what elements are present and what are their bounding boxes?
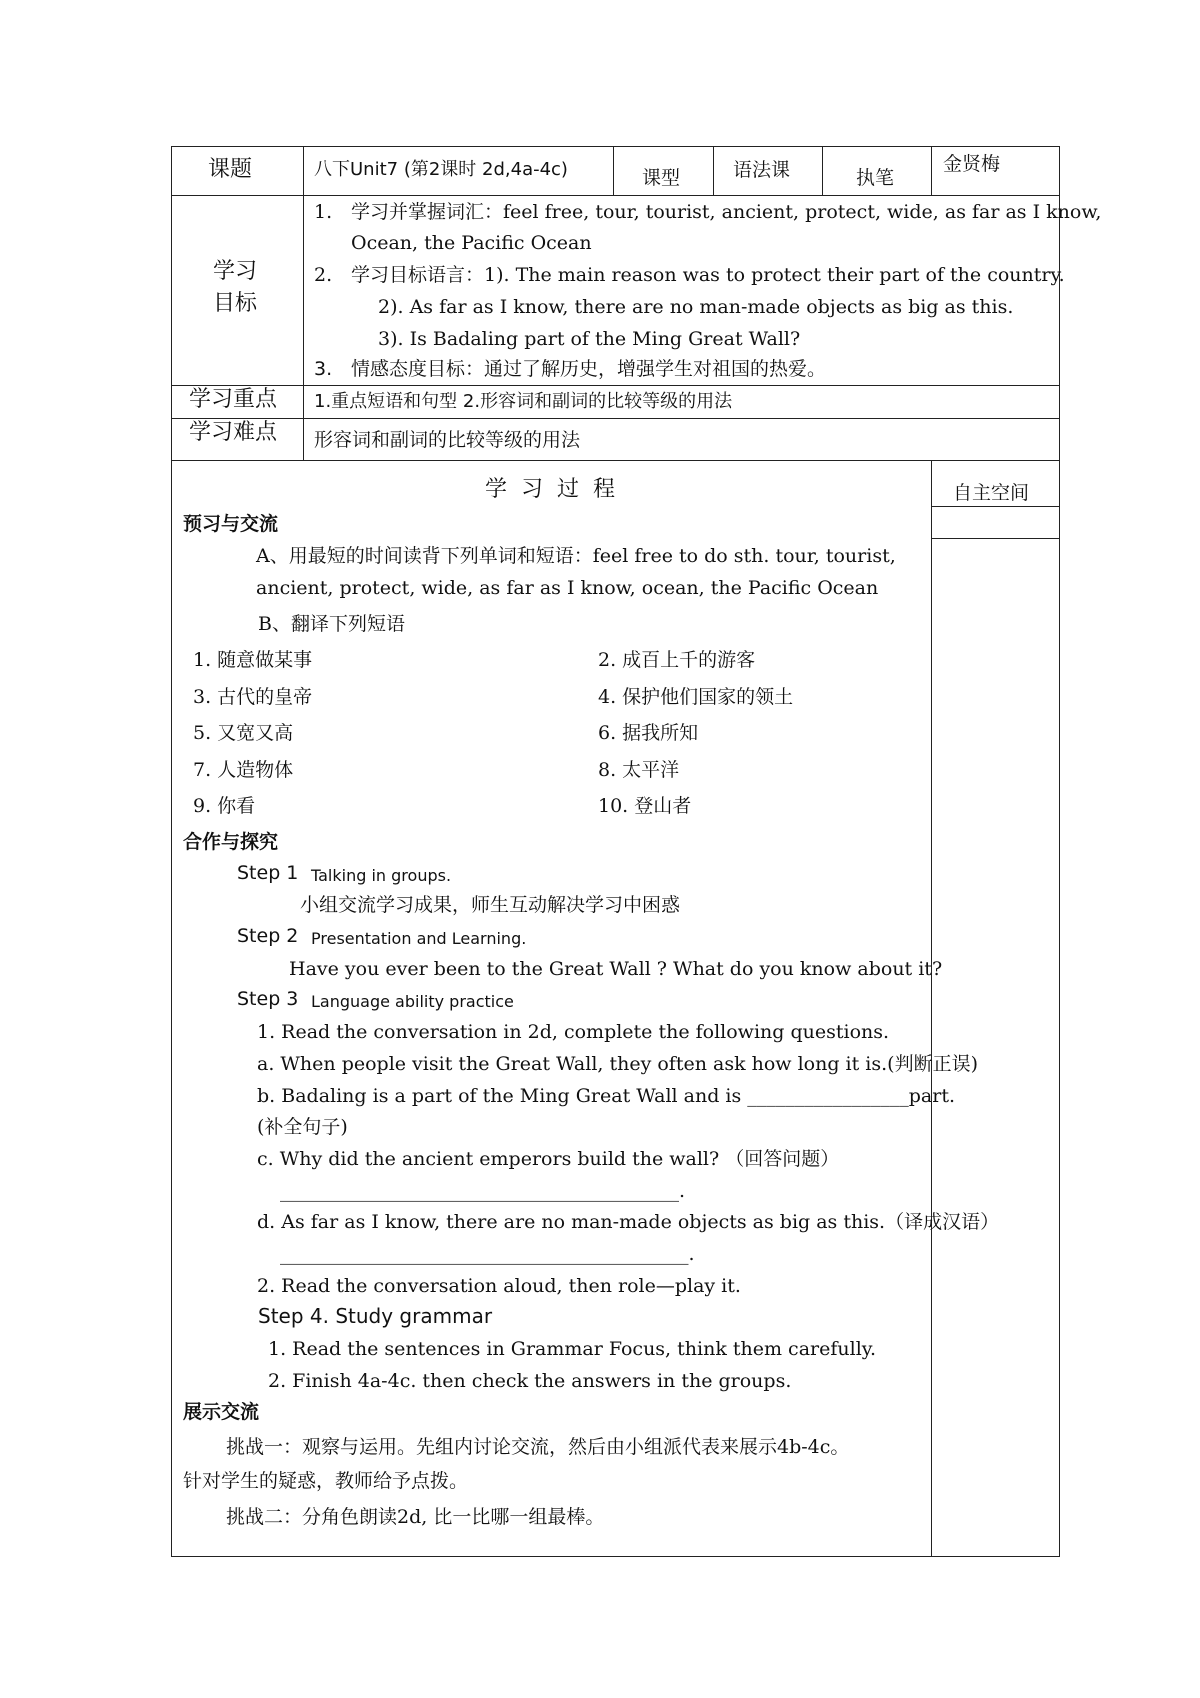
step-3-question-a: a. When people visit the Great Wall, they often ask how long it is.(判断正误) xyxy=(257,1053,978,1075)
preview-a-line-1: A、用最短的时间读背下列单词和短语：feel free to do sth. tour, tourist, xyxy=(256,545,896,567)
goal-3-text: 情感态度目标：通过了解历史，增强学生对祖国的热爱。 xyxy=(351,358,827,380)
rule-header-col-2 xyxy=(613,146,614,195)
challenge-1-line-1: 挑战一：观察与运用。先组内讨论交流，然后由小组派代表来展示4b-4c。 xyxy=(226,1436,850,1458)
step-4-heading: Step 4. Study grammar xyxy=(258,1304,493,1328)
rule-difficulties-bottom xyxy=(171,460,1060,461)
challenge-2: 挑战二：分角色朗读2d, 比一比哪一组最棒。 xyxy=(226,1506,605,1528)
side-space-title: 自主空间 xyxy=(953,482,1030,504)
author-label: 执笔 xyxy=(856,167,895,189)
preview-a-line-2: ancient, protect, wide, as far as I know, ocean, the Pacific Ocean xyxy=(256,577,879,599)
topic-label: 课题 xyxy=(208,157,253,182)
step-3-question-d: d. As far as I know, there are no man-made objects as big as this.（译成汉语） xyxy=(257,1211,1000,1233)
challenge-1-line-2: 针对学生的疑惑，教师给予点拨。 xyxy=(183,1470,469,1492)
display-heading: 展示交流 xyxy=(183,1401,260,1423)
step-2-subtitle: Presentation and Learning. xyxy=(311,929,527,948)
step-1-subtitle: Talking in groups. xyxy=(311,866,452,885)
cooperate-heading: 合作与探究 xyxy=(183,831,279,853)
step-4-item-2: 2. Finish 4a-4c. then check the answers in the groups. xyxy=(268,1370,792,1392)
step-2-text: Have you ever been to the Great Wall ? What do you know about it? xyxy=(289,958,943,980)
key-points-label: 学习重点 xyxy=(189,387,278,412)
rule-header-bottom xyxy=(171,195,1060,196)
phrase-item: 9. 你看 xyxy=(193,795,256,817)
goal-2-line-3: 3). Is Badaling part of the Ming Great Wall? xyxy=(378,328,801,350)
goals-label-2: 目标 xyxy=(213,291,258,316)
goal-2-line-2: 2). As far as I know, there are no man-made objects as big as this. xyxy=(378,296,1014,318)
step-3-heading: Step 3 xyxy=(237,988,299,1010)
rule-header-col-4 xyxy=(822,146,823,195)
step-3-question-c: c. Why did the ancient emperors build the wall? （回答问题） xyxy=(257,1148,840,1170)
phrase-item: 1. 随意做某事 xyxy=(193,649,313,671)
rule-header-col-3 xyxy=(713,146,714,195)
step-3-subtitle: Language ability practice xyxy=(311,992,514,1011)
step-3-question-c-blank: __________________________________________. xyxy=(280,1180,686,1202)
preview-heading: 预习与交流 xyxy=(183,513,279,535)
goal-1-line-1: 学习并掌握词汇：feel free, tour, tourist, ancient, protect, wide, as far as I know, xyxy=(351,201,1102,223)
process-title: 学习过程 xyxy=(485,477,630,502)
key-points-text: 1.重点短语和句型 2.形容词和副词的比较等级的用法 xyxy=(314,391,733,412)
preview-b-heading: B、翻译下列短语 xyxy=(258,613,405,635)
phrase-item: 5. 又宽又高 xyxy=(193,722,294,744)
phrase-item: 3. 古代的皇帝 xyxy=(193,686,313,708)
step-1-text: 小组交流学习成果，师生互动解决学习中困惑 xyxy=(300,894,681,916)
step-3-question-b: b. Badaling is a part of the Ming Great Wall and is _________________part. xyxy=(257,1085,956,1107)
rule-process-title-bottom xyxy=(931,506,1060,507)
rule-label-column xyxy=(303,146,304,460)
phrase-item: 6. 据我所知 xyxy=(598,722,699,744)
step-3-question-b-note: (补全句子) xyxy=(257,1116,348,1138)
goal-2-line-1: 学习目标语言：1). The main reason was to protect their part of the country. xyxy=(351,264,1065,286)
rule-side-column xyxy=(931,460,932,1557)
difficulties-label: 学习难点 xyxy=(189,420,278,445)
step-3-item-2: 2. Read the conversation aloud, then role—play it. xyxy=(257,1275,741,1297)
type-label: 课型 xyxy=(642,167,681,189)
phrase-item: 2. 成百上千的游客 xyxy=(598,649,756,671)
rule-side-top-box xyxy=(931,538,1060,539)
step-3-question-d-blank: ___________________________________________. xyxy=(280,1243,695,1265)
phrase-item: 7. 人造物体 xyxy=(193,759,294,781)
step-3-item-1: 1. Read the conversation in 2d, complete the following questions. xyxy=(257,1021,890,1043)
type-value: 语法课 xyxy=(733,159,791,181)
phrase-item: 4. 保护他们国家的领土 xyxy=(598,686,794,708)
rule-keypoints-bottom xyxy=(171,418,1060,419)
topic-value: 八下Unit7 (第2课时 2d,4a-4c) xyxy=(314,159,568,180)
goal-1-line-2: Ocean, the Pacific Ocean xyxy=(351,232,592,254)
goal-1-number: 1. xyxy=(314,201,333,223)
goal-2-number: 2. xyxy=(314,264,333,286)
difficulties-text: 形容词和副词的比较等级的用法 xyxy=(314,429,581,451)
rule-goals-bottom xyxy=(171,385,1060,386)
phrase-item: 10. 登山者 xyxy=(598,795,692,817)
author-value: 金贤梅 xyxy=(943,153,1001,175)
phrase-item: 8. 太平洋 xyxy=(598,759,680,781)
step-1-heading: Step 1 xyxy=(237,862,299,884)
goal-3-number: 3. xyxy=(314,358,333,380)
rule-header-col-5 xyxy=(931,146,932,195)
step-2-heading: Step 2 xyxy=(237,925,299,947)
step-4-item-1: 1. Read the sentences in Grammar Focus, think them carefully. xyxy=(268,1338,877,1360)
goals-label-1: 学习 xyxy=(213,259,258,284)
